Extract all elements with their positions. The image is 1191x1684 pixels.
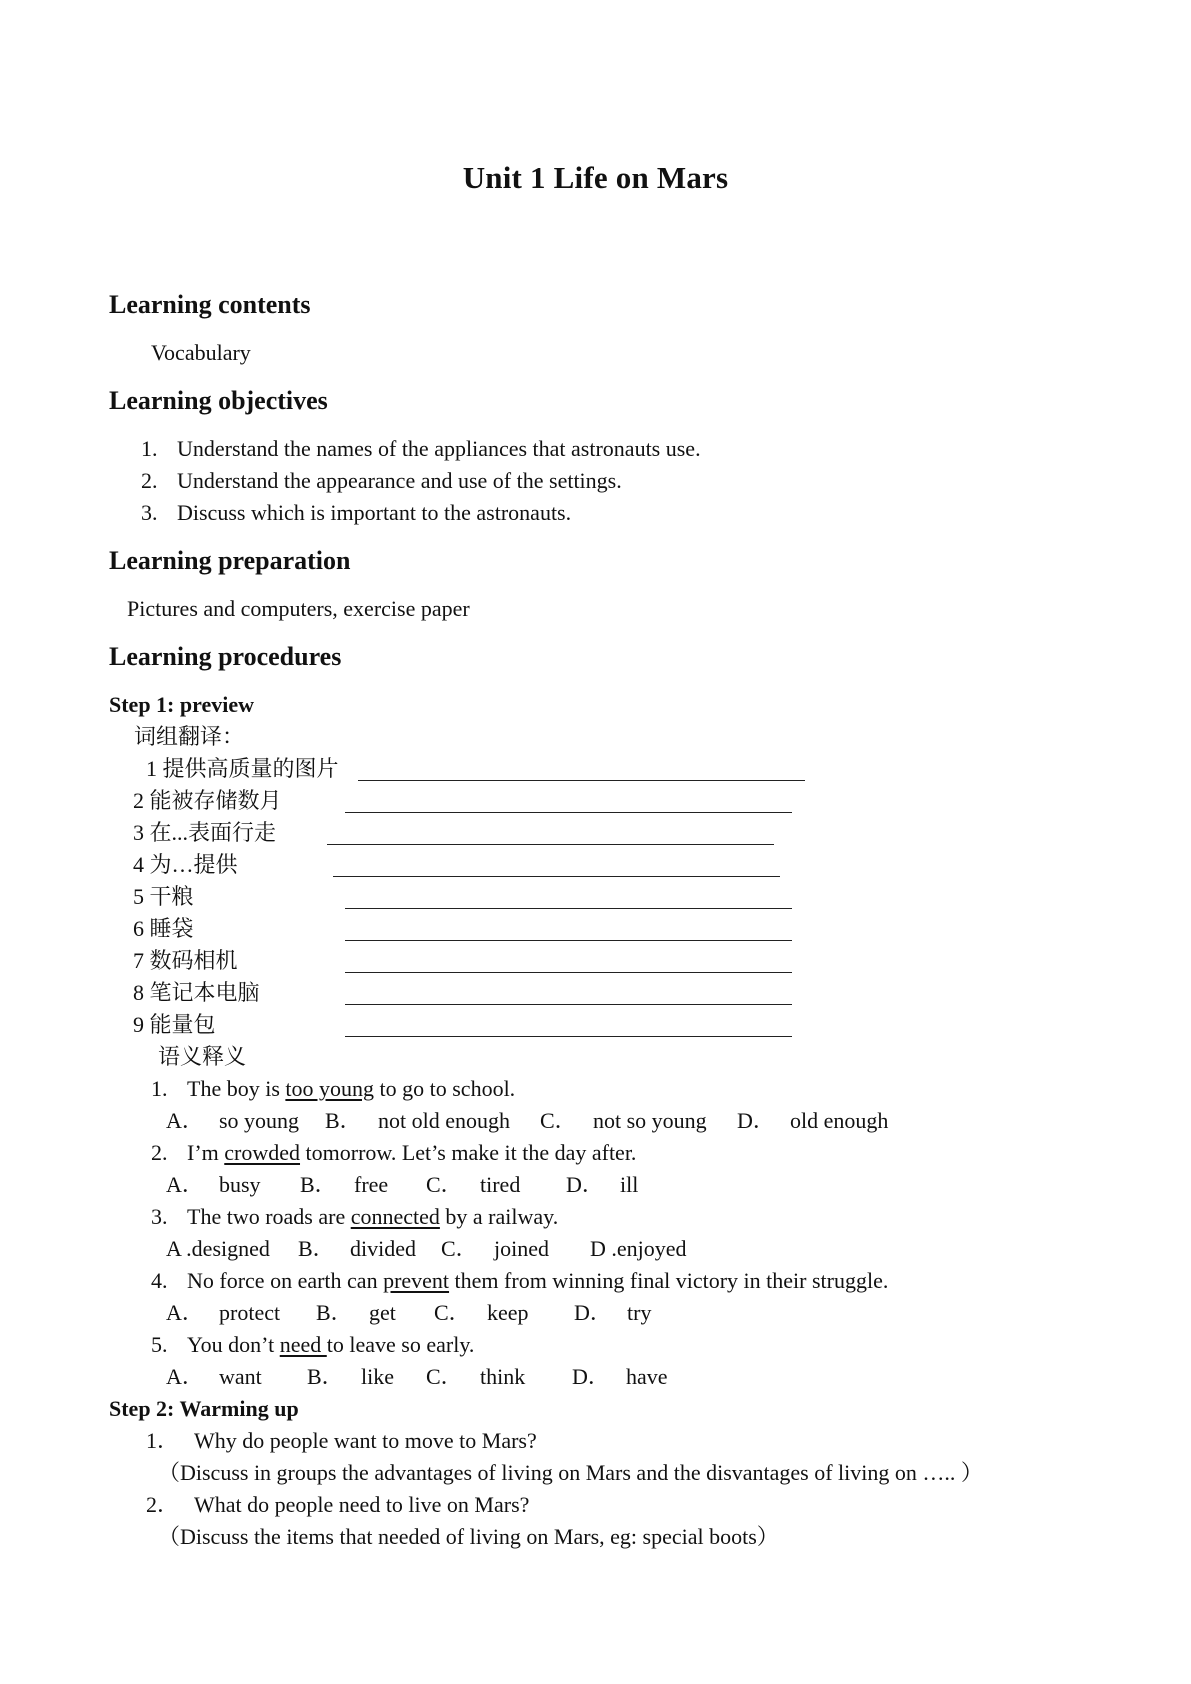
phrase-item: 4 为…提供 [133,852,238,877]
objective-text: Understand the appearance and use of the settings. [177,468,622,493]
option-text: think [480,1364,526,1389]
option-text: not old enough [378,1108,510,1133]
option-text: free [354,1172,389,1197]
option-letter: C． [441,1236,478,1261]
option-letter: D． [574,1300,612,1325]
option-letter: D． [566,1172,604,1197]
option-text: joined [494,1236,549,1261]
answer-line [345,972,792,973]
answer-line [345,1036,792,1037]
warmup-question: Why do people want to move to Mars? [194,1428,537,1453]
question-text: No force on earth can prevent them from winning final victory in their struggle. [187,1268,889,1293]
warmup-number: 1． [146,1428,180,1453]
question-key-word: prevent [383,1268,450,1293]
phrase-item: 6 睡袋 [133,916,194,941]
question-text: I’m crowded tomorrow. Let’s make it the day after. [187,1140,637,1165]
question-text: The two roads are connected by a railway. [187,1204,559,1229]
preparation-text: Pictures and computers, exercise paper [127,596,470,621]
question-number: 5. [151,1332,168,1357]
answer-line [327,844,774,845]
phrase-item: 1 提供高质量的图片 [146,756,339,781]
objective-text: Understand the names of the appliances that astronauts use. [177,436,701,461]
heading-learning-contents: Learning contents [109,290,311,319]
page-title: Unit 1 Life on Mars [462,160,729,195]
answer-line [345,940,792,941]
warmup-note: （Discuss the items that needed of living on Mars, eg: special boots） [158,1524,779,1549]
option-text: protect [219,1300,281,1325]
question-text: You don’t need to leave so early. [187,1332,475,1357]
option-text: have [626,1364,668,1389]
question-key-word: connected [350,1204,440,1229]
phrase-item: 7 数码相机 [133,948,238,973]
option-letter: B． [300,1172,337,1197]
answer-line [345,908,792,909]
option-text: like [361,1364,394,1389]
option-letter: B． [307,1364,344,1389]
option-text: divided [350,1236,416,1261]
phrase-item: 3 在...表面行走 [133,820,277,845]
option-text: A .designed [166,1236,270,1261]
answer-line [333,876,780,877]
option-text: so young [219,1108,300,1133]
objective-number: 3. [141,500,158,525]
heading-learning-objectives: Learning objectives [109,386,328,415]
option-letter: C． [540,1108,577,1133]
phrase-item: 5 干粮 [133,884,194,909]
warmup-note: （Discuss in groups the advantages of living on Mars and the disvantages of living on ….. ） [158,1460,983,1485]
warmup-number: 2． [146,1492,180,1517]
option-letter: B． [298,1236,335,1261]
option-letter: B． [325,1108,362,1133]
answer-line [345,1004,792,1005]
option-letter: B． [316,1300,353,1325]
option-text: tired [480,1172,521,1197]
heading-learning-procedures: Learning procedures [109,642,342,671]
question-text: The boy is too young to go to school. [187,1076,516,1101]
option-text: keep [487,1300,529,1325]
phrase-item: 8 笔记本电脑 [133,980,260,1005]
answer-line [358,780,805,781]
option-text: busy [219,1172,261,1197]
option-text: try [627,1300,652,1325]
question-key-word: crowded [224,1140,301,1165]
option-letter: A． [166,1364,204,1389]
option-letter: A． [166,1172,204,1197]
option-text: ill [620,1172,639,1197]
objective-number: 2. [141,468,158,493]
option-letter: D． [737,1108,775,1133]
step2-heading: Step 2: Warming up [109,1396,299,1421]
phrase-item: 9 能量包 [133,1012,216,1037]
option-text: not so young [593,1108,707,1133]
answer-line [345,812,792,813]
contents-text: Vocabulary [151,340,251,365]
option-text: D .enjoyed [590,1236,687,1261]
option-letter: D． [572,1364,610,1389]
question-key-word: too young [285,1076,375,1101]
option-letter: C． [434,1300,471,1325]
question-number: 1. [151,1076,168,1101]
option-letter: C． [426,1364,463,1389]
step1-heading: Step 1: preview [109,692,255,717]
question-number: 3. [151,1204,168,1229]
option-text: get [369,1300,396,1325]
option-letter: A． [166,1108,204,1133]
question-key-word: need [279,1332,327,1357]
objective-number: 1. [141,436,158,461]
phrase-item: 2 能被存储数月 [133,788,282,813]
option-letter: A． [166,1300,204,1325]
option-letter: C． [426,1172,463,1197]
option-text: want [219,1364,262,1389]
question-number: 2. [151,1140,168,1165]
meaning-label: 语义释义 [158,1044,247,1069]
objective-text: Discuss which is important to the astronauts. [177,500,572,525]
option-text: old enough [790,1108,889,1133]
heading-learning-preparation: Learning preparation [109,546,351,575]
question-number: 4. [151,1268,168,1293]
phrase-translation-label: 词组翻译： [134,724,245,749]
warmup-question: What do people need to live on Mars? [194,1492,530,1517]
